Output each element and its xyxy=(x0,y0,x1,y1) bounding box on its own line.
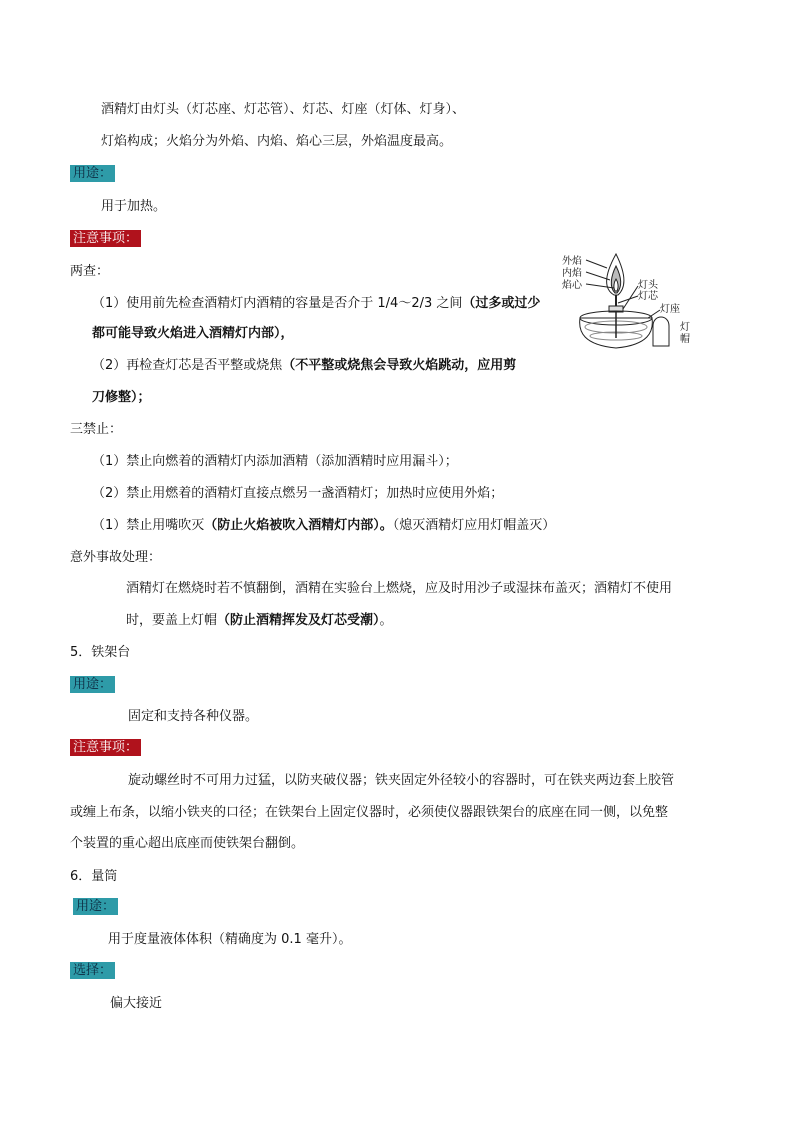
text-line xyxy=(92,295,540,313)
text-line: （2）禁止用燃着的酒精灯直接点燃另一盏酒精灯；加热时应使用外焰； xyxy=(92,486,504,501)
text-run: 时，要盖上灯帽 xyxy=(126,613,218,628)
label-cap-1: 灯 xyxy=(680,322,690,333)
text-line: 用于度量液体体积（精确度为 0.1 毫升）。 xyxy=(108,932,352,947)
section-tag-use: 用途： xyxy=(70,165,115,182)
text-line: 三禁止： xyxy=(70,422,123,437)
section-tag-use: 用途： xyxy=(73,898,118,915)
text-run: 。 xyxy=(379,613,393,628)
text-line: （1）禁止向燃着的酒精灯内添加酒精（添加酒精时应用漏斗）； xyxy=(92,454,458,469)
text-line: 旋动螺丝时不可用力过猛，以防夹破仪器；铁夹固定外径较小的容器时，可在铁夹两边套上胶管 xyxy=(128,773,675,788)
text-run-bold: （过多或过少 xyxy=(462,296,541,311)
text-run-bold: （防止酒精挥发及灯芯受潮） xyxy=(217,613,380,628)
text-line: 两查： xyxy=(70,264,110,279)
section-tag-choose: 选择： xyxy=(70,962,115,979)
label-inner-flame: 内焰 xyxy=(562,268,582,279)
section-heading: 5．铁架台 xyxy=(70,645,131,660)
label-wick: 灯芯 xyxy=(638,291,658,302)
label-lamp-base: 灯座 xyxy=(660,304,680,315)
text-line: 灯焰构成；火焰分为外焰、内焰、焰心三层，外焰温度最高。 xyxy=(101,134,453,149)
label-cap-2: 帽 xyxy=(680,334,690,345)
text-line: 意外事故处理： xyxy=(70,550,162,565)
label-lamp-head: 灯头 xyxy=(638,280,658,291)
text-line xyxy=(126,612,393,630)
lamp-cap xyxy=(653,317,669,346)
label-outer-flame: 外焰 xyxy=(562,256,582,267)
text-line: 或缠上布条，以缩小铁夹的口径；在铁架台上固定仪器时，必须使仪器跟铁架台的底座在同一侧，以免整 xyxy=(70,805,669,820)
text-line: 用于加热。 xyxy=(101,199,167,214)
text-line: 刀修整）； xyxy=(92,390,151,405)
text-line: 酒精灯在燃烧时若不慎翻倒，酒精在实验台上燃烧，应及时用沙子或湿抹布盖灭；酒精灯不使用 xyxy=(126,581,673,596)
text-run-bold: （防止火焰被吹入酒精灯内部）。 xyxy=(204,518,393,533)
text-line: 固定和支持各种仪器。 xyxy=(128,709,259,724)
alcohol-lamp-figure xyxy=(560,248,700,360)
text-line: 都可能导致火焰进入酒精灯内部）， xyxy=(92,326,294,341)
text-run: （1）禁止用嘴吹灭 xyxy=(92,518,205,533)
text-line: 偏大接近 xyxy=(110,996,163,1011)
text-line xyxy=(92,517,555,535)
text-line: 酒精灯由灯头（灯芯座、灯芯管）、灯芯、灯座（灯体、灯身）、 xyxy=(101,102,466,117)
label-flame-core: 焰心 xyxy=(562,280,582,291)
section-tag-use: 用途： xyxy=(70,676,115,693)
text-run: （熄灭酒精灯应用灯帽盖灭） xyxy=(392,518,556,533)
text-line: 个装置的重心超出底座而使铁架台翻倒。 xyxy=(70,836,305,851)
flame-core xyxy=(614,279,618,291)
text-run: （1）使用前先检查酒精灯内酒精的容量是否介于 1/4～2/3 之间 xyxy=(92,296,463,311)
section-heading: 6．量筒 xyxy=(70,869,118,884)
section-tag-notes: 注意事项： xyxy=(70,230,141,247)
text-run-bold: （不平整或烧焦会导致火焰跳动，应用剪 xyxy=(282,358,517,373)
text-line xyxy=(92,357,516,375)
section-tag-notes: 注意事项： xyxy=(70,739,141,756)
text-run: （2）再检查灯芯是否平整或烧焦 xyxy=(92,358,283,373)
